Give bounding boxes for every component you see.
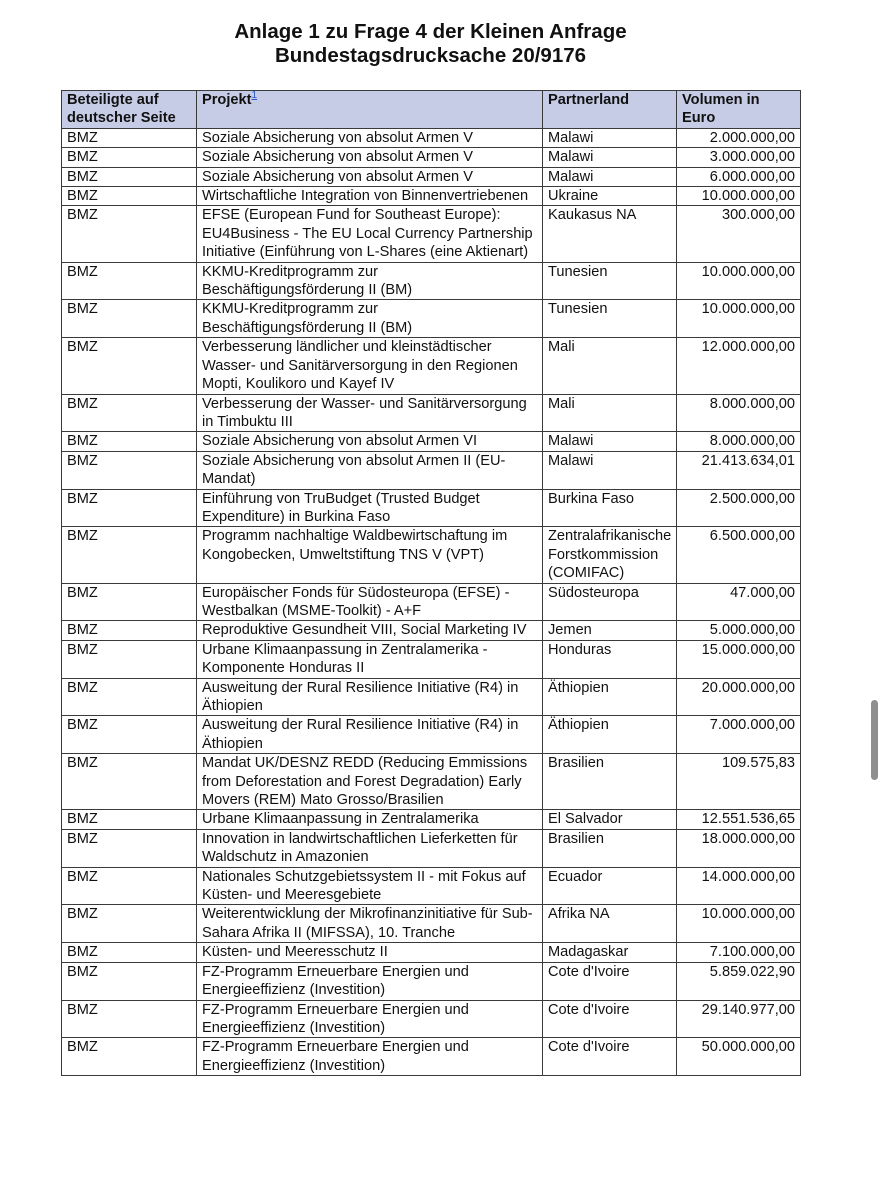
cell-beteiligte: BMZ xyxy=(62,754,197,810)
cell-partnerland: Cote d'Ivoire xyxy=(543,1000,677,1038)
cell-volumen: 7.000.000,00 xyxy=(677,716,801,754)
cell-beteiligte: BMZ xyxy=(62,432,197,451)
cell-partnerland: Madagaskar xyxy=(543,943,677,962)
cell-beteiligte: BMZ xyxy=(62,262,197,300)
table-row xyxy=(62,451,801,489)
cell-beteiligte: BMZ xyxy=(62,905,197,943)
cell-partnerland: Malawi xyxy=(543,167,677,186)
cell-partnerland: Honduras xyxy=(543,640,677,678)
cell-partnerland: Brasilien xyxy=(543,754,677,810)
cell-beteiligte: BMZ xyxy=(62,829,197,867)
table-row xyxy=(62,867,801,905)
cell-volumen: 10.000.000,00 xyxy=(677,300,801,338)
cell-partnerland: Tunesien xyxy=(543,300,677,338)
header-projekt-label: Projekt xyxy=(202,92,252,108)
cell-volumen: 2.500.000,00 xyxy=(677,489,801,527)
cell-volumen: 10.000.000,00 xyxy=(677,262,801,300)
cell-partnerland: Tunesien xyxy=(543,262,677,300)
cell-projekt: KKMU-Kreditprogramm zur Beschäftigungsförderung II (BM) xyxy=(197,300,543,338)
cell-projekt: Wirtschaftliche Integration von Binnenvertriebenen xyxy=(197,187,543,206)
projects-table xyxy=(61,90,801,1076)
cell-projekt: Weiterentwicklung der Mikrofinanzinitiative für Sub-Sahara Afrika II (MIFSSA), 10. Tranche xyxy=(197,905,543,943)
header-partnerland: Partnerland xyxy=(543,91,677,129)
cell-partnerland: Cote d'Ivoire xyxy=(543,1038,677,1076)
cell-beteiligte: BMZ xyxy=(62,621,197,640)
cell-volumen: 300.000,00 xyxy=(677,206,801,262)
title-line-1: Anlage 1 zu Frage 4 der Kleinen Anfrage xyxy=(234,20,627,43)
table-row xyxy=(62,583,801,621)
cell-partnerland: Jemen xyxy=(543,621,677,640)
table-row xyxy=(62,167,801,186)
cell-volumen: 6.500.000,00 xyxy=(677,527,801,583)
cell-beteiligte: BMZ xyxy=(62,1038,197,1076)
next-page-fragment xyxy=(676,1195,786,1200)
cell-beteiligte: BMZ xyxy=(62,640,197,678)
cell-partnerland: Malawi xyxy=(543,148,677,167)
cell-beteiligte: BMZ xyxy=(62,527,197,583)
table-row xyxy=(62,962,801,1000)
cell-projekt: Programm nachhaltige Waldbewirtschaftung im Kongobecken, Umweltstiftung TNS V (VPT) xyxy=(197,527,543,583)
cell-beteiligte: BMZ xyxy=(62,338,197,394)
header-projekt xyxy=(197,91,543,129)
table-row xyxy=(62,1038,801,1076)
cell-partnerland: Kaukasus NA xyxy=(543,206,677,262)
cell-partnerland: Malawi xyxy=(543,451,677,489)
cell-projekt: Innovation in landwirtschaftlichen Lieferketten für Waldschutz in Amazonien xyxy=(197,829,543,867)
cell-partnerland: El Salvador xyxy=(543,810,677,829)
cell-partnerland: Mali xyxy=(543,338,677,394)
cell-volumen: 6.000.000,00 xyxy=(677,167,801,186)
table-row xyxy=(62,338,801,394)
cell-projekt: Urbane Klimaanpassung in Zentralamerika - Komponente Honduras II xyxy=(197,640,543,678)
cell-projekt: FZ-Programm Erneuerbare Energien und Energieeffizienz (Investition) xyxy=(197,1038,543,1076)
cell-volumen: 29.140.977,00 xyxy=(677,1000,801,1038)
cell-beteiligte: BMZ xyxy=(62,206,197,262)
cell-volumen: 20.000.000,00 xyxy=(677,678,801,716)
cell-partnerland: Malawi xyxy=(543,128,677,147)
cell-beteiligte: BMZ xyxy=(62,962,197,1000)
cell-projekt: Reproduktive Gesundheit VIII, Social Marketing IV xyxy=(197,621,543,640)
cell-volumen: 21.413.634,01 xyxy=(677,451,801,489)
cell-beteiligte: BMZ xyxy=(62,810,197,829)
cell-partnerland: Brasilien xyxy=(543,829,677,867)
cell-volumen: 8.000.000,00 xyxy=(677,432,801,451)
cell-beteiligte: BMZ xyxy=(62,583,197,621)
table-row xyxy=(62,432,801,451)
cell-volumen: 5.000.000,00 xyxy=(677,621,801,640)
table-body xyxy=(62,128,801,1075)
cell-beteiligte: BMZ xyxy=(62,451,197,489)
cell-volumen: 3.000.000,00 xyxy=(677,148,801,167)
cell-volumen: 18.000.000,00 xyxy=(677,829,801,867)
cell-projekt: Soziale Absicherung von absolut Armen V xyxy=(197,148,543,167)
table-row xyxy=(62,148,801,167)
cell-volumen: 15.000.000,00 xyxy=(677,640,801,678)
cell-beteiligte: BMZ xyxy=(62,167,197,186)
table-row xyxy=(62,678,801,716)
cell-projekt: FZ-Programm Erneuerbare Energien und Energieeffizienz (Investition) xyxy=(197,1000,543,1038)
cell-projekt: Mandat UK/DESNZ REDD (Reducing Emmissions from Deforestation and Forest Degradation) Early Movers (REM) Mato Grosso/Brasilien xyxy=(197,754,543,810)
cell-volumen: 8.000.000,00 xyxy=(677,394,801,432)
cell-volumen: 2.000.000,00 xyxy=(677,128,801,147)
title-line-2: Bundestagsdrucksache 20/9176 xyxy=(274,44,587,67)
cell-partnerland: Malawi xyxy=(543,432,677,451)
cell-projekt: Verbesserung ländlicher und kleinstädtischer Wasser- und Sanitärversorgung in den Regionen Mopti, Koulikoro und Kayef IV xyxy=(197,338,543,394)
cell-beteiligte: BMZ xyxy=(62,1000,197,1038)
cell-beteiligte: BMZ xyxy=(62,148,197,167)
cell-volumen: 10.000.000,00 xyxy=(677,187,801,206)
cell-partnerland: Afrika NA xyxy=(543,905,677,943)
cell-volumen: 50.000.000,00 xyxy=(677,1038,801,1076)
footnote-link[interactable]: 1 xyxy=(251,90,258,102)
cell-projekt: Soziale Absicherung von absolut Armen VI xyxy=(197,432,543,451)
table-row xyxy=(62,300,801,338)
cell-partnerland: Äthiopien xyxy=(543,716,677,754)
cell-beteiligte: BMZ xyxy=(62,187,197,206)
cell-partnerland: Ecuador xyxy=(543,867,677,905)
table-row xyxy=(62,943,801,962)
table-row xyxy=(62,640,801,678)
cell-volumen: 14.000.000,00 xyxy=(677,867,801,905)
cell-beteiligte: BMZ xyxy=(62,300,197,338)
cell-partnerland: Äthiopien xyxy=(543,678,677,716)
table-row xyxy=(62,527,801,583)
table-row xyxy=(62,262,801,300)
cell-partnerland: Mali xyxy=(543,394,677,432)
cell-projekt: Ausweitung der Rural Resilience Initiative (R4) in Äthiopien xyxy=(197,678,543,716)
document-title xyxy=(0,20,861,68)
table-row xyxy=(62,905,801,943)
cell-projekt: Soziale Absicherung von absolut Armen V xyxy=(197,128,543,147)
cell-projekt: EFSE (European Fund for Southeast Europe): EU4Business - The EU Local Currency Partnership Initiative (Einführung von L-Shares (eine Aktienart) xyxy=(197,206,543,262)
cell-partnerland: Zentralafrikanische Forstkommission (COMIFAC) xyxy=(543,527,677,583)
cell-projekt: Verbesserung der Wasser- und Sanitärversorgung in Timbuktu III xyxy=(197,394,543,432)
table-row xyxy=(62,489,801,527)
cell-projekt: KKMU-Kreditprogramm zur Beschäftigungsförderung II (BM) xyxy=(197,262,543,300)
cell-projekt: Nationales Schutzgebietssystem II - mit Fokus auf Küsten- und Meeresgebiete xyxy=(197,867,543,905)
cell-projekt: Ausweitung der Rural Resilience Initiative (R4) in Äthiopien xyxy=(197,716,543,754)
table-row xyxy=(62,810,801,829)
cell-partnerland: Burkina Faso xyxy=(543,489,677,527)
cell-volumen: 109.575,83 xyxy=(677,754,801,810)
cell-beteiligte: BMZ xyxy=(62,678,197,716)
cell-projekt: Soziale Absicherung von absolut Armen V xyxy=(197,167,543,186)
cell-projekt: Europäischer Fonds für Südosteuropa (EFSE) - Westbalkan (MSME-Toolkit) - A+F xyxy=(197,583,543,621)
cell-projekt: Einführung von TruBudget (Trusted Budget Expenditure) in Burkina Faso xyxy=(197,489,543,527)
cell-beteiligte: BMZ xyxy=(62,489,197,527)
cell-beteiligte: BMZ xyxy=(62,943,197,962)
cell-volumen: 7.100.000,00 xyxy=(677,943,801,962)
cell-volumen: 5.859.022,90 xyxy=(677,962,801,1000)
cell-volumen: 10.000.000,00 xyxy=(677,905,801,943)
cell-beteiligte: BMZ xyxy=(62,394,197,432)
scrollbar-thumb[interactable] xyxy=(871,700,878,780)
table-row xyxy=(62,128,801,147)
cell-beteiligte: BMZ xyxy=(62,867,197,905)
cell-volumen: 47.000,00 xyxy=(677,583,801,621)
cell-projekt: Urbane Klimaanpassung in Zentralamerika xyxy=(197,810,543,829)
header-beteiligte: Beteiligte auf deutscher Seite xyxy=(62,91,197,129)
table-row xyxy=(62,206,801,262)
table-row xyxy=(62,754,801,810)
cell-beteiligte: BMZ xyxy=(62,716,197,754)
table-row xyxy=(62,621,801,640)
header-volumen: Volumen in Euro xyxy=(677,91,801,129)
cell-volumen: 12.551.536,65 xyxy=(677,810,801,829)
cell-projekt: FZ-Programm Erneuerbare Energien und Energieeffizienz (Investition) xyxy=(197,962,543,1000)
cell-volumen: 12.000.000,00 xyxy=(677,338,801,394)
table-row xyxy=(62,716,801,754)
cell-partnerland: Südosteuropa xyxy=(543,583,677,621)
table-row xyxy=(62,394,801,432)
table-header-row xyxy=(62,91,801,129)
table-row xyxy=(62,829,801,867)
cell-beteiligte: BMZ xyxy=(62,128,197,147)
table-row xyxy=(62,1000,801,1038)
table-row xyxy=(62,187,801,206)
cell-projekt: Küsten- und Meeresschutz II xyxy=(197,943,543,962)
cell-partnerland: Ukraine xyxy=(543,187,677,206)
cell-partnerland: Cote d'Ivoire xyxy=(543,962,677,1000)
cell-projekt: Soziale Absicherung von absolut Armen II (EU-Mandat) xyxy=(197,451,543,489)
